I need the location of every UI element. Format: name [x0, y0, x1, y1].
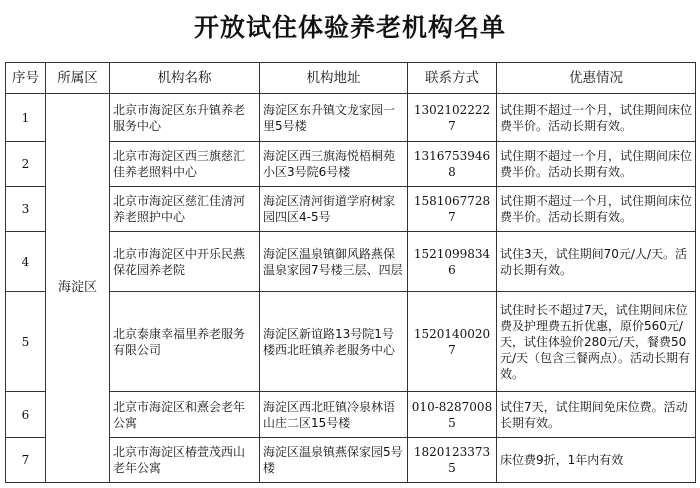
institution-address: 海淀区西北旺镇冷泉林语山庄二区15号楼	[260, 392, 408, 438]
institution-phone: 010-82870085	[408, 392, 497, 438]
institution-phone: 13167539468	[408, 142, 497, 187]
institution-address: 海淀区东升镇文龙家园一里5号楼	[260, 94, 408, 142]
header-no: 序号	[6, 63, 46, 94]
table-row	[6, 392, 696, 438]
institution-name: 北京市海淀区中开乐民燕保花园养老院	[110, 232, 260, 292]
institution-phone: 13021022227	[408, 94, 497, 142]
district-cell: 海淀区	[46, 94, 110, 483]
institution-address: 海淀区温泉镇御风路燕保温泉家园7号楼三层、四层	[260, 232, 408, 292]
institution-name: 北京市海淀区东升镇养老服务中心	[110, 94, 260, 142]
row-no: 3	[6, 187, 46, 232]
institution-name: 北京市海淀区椿萱茂西山老年公寓	[110, 438, 260, 483]
row-no: 2	[6, 142, 46, 187]
header-offer: 优惠情况	[497, 63, 696, 94]
page-title: 开放试住体验养老机构名单	[193, 13, 506, 42]
row-no: 4	[6, 232, 46, 292]
institution-address: 海淀区西三旗海悦梧桐苑小区3号院6号楼	[260, 142, 408, 187]
table-row	[6, 232, 696, 292]
institution-offer: 试住7天，试住期间免床位费。活动长期有效。	[497, 392, 696, 438]
table-header-row	[6, 63, 696, 94]
table-row	[6, 142, 696, 187]
header-district: 所属区	[46, 63, 110, 94]
institution-name: 北京市海淀区慈汇佳清河养老照护中心	[110, 187, 260, 232]
table-row	[6, 94, 696, 142]
institution-address: 海淀区温泉镇燕保家园5号楼	[260, 438, 408, 483]
header-phone: 联系方式	[408, 63, 497, 94]
header-address: 机构地址	[260, 63, 408, 94]
institution-offer: 试住期不超过一个月，试住期间床位费半价。活动长期有效。	[497, 142, 696, 187]
table-row	[6, 187, 696, 232]
row-no: 1	[6, 94, 46, 142]
institution-phone: 18201233735	[408, 438, 497, 483]
institution-name: 北京市海淀区西三旗慈汇佳养老照料中心	[110, 142, 260, 187]
institution-name: 北京市海淀区和熹会老年公寓	[110, 392, 260, 438]
institution-address: 海淀区新谊路13号院1号楼西北旺镇养老服务中心	[260, 292, 408, 392]
institution-offer: 试住3天，试住期间70元/人/天。活动长期有效。	[497, 232, 696, 292]
institution-offer: 试住期不超过一个月，试住期间床位费半价。活动长期有效。	[497, 187, 696, 232]
table-row	[6, 438, 696, 483]
institution-phone: 15810677287	[408, 187, 497, 232]
row-no: 5	[6, 292, 46, 392]
institution-offer: 试住期不超过一个月，试住期间床位费半价。活动长期有效。	[497, 94, 696, 142]
institution-table	[5, 62, 696, 483]
table-row	[6, 292, 696, 392]
institution-name: 北京泰康幸福里养老服务有限公司	[110, 292, 260, 392]
row-no: 7	[6, 438, 46, 483]
institution-phone: 15210998346	[408, 232, 497, 292]
institution-offer: 床位费9折，1年内有效	[497, 438, 696, 483]
row-no: 6	[6, 392, 46, 438]
header-name: 机构名称	[110, 63, 260, 94]
institution-phone: 15201400207	[408, 292, 497, 392]
institution-offer: 试住时长不超过7天，试住期间床位费及护理费五折优惠，原价560元/天，试住体验价280元/天，餐费50元/天（包含三餐两点）。活动长期有效。	[497, 292, 696, 392]
institution-address: 海淀区清河街道学府树家园四区4-5号	[260, 187, 408, 232]
